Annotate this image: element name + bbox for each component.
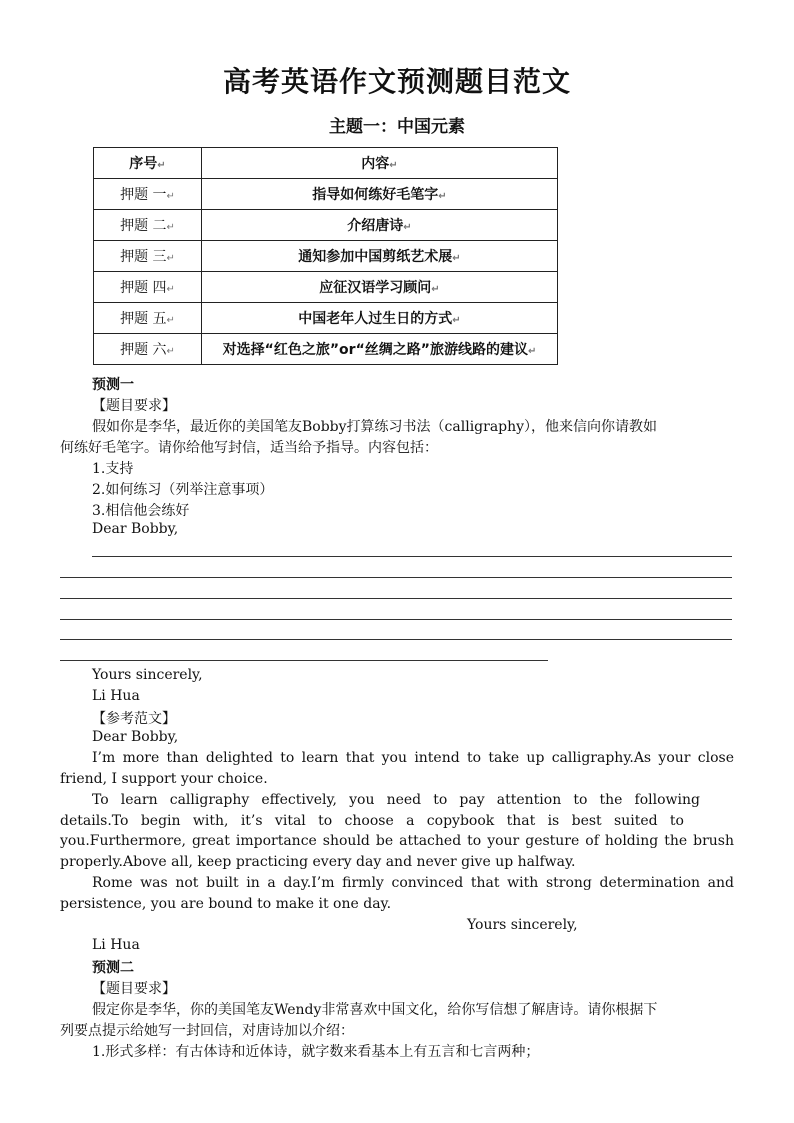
row-content: 中国老年人过生日的方式↵ (202, 303, 558, 334)
section1-point: 1.支持 (92, 461, 134, 477)
sample-closing: Yours sincerely, (467, 917, 578, 933)
sample-essay-label: 【参考范文】 (92, 711, 176, 727)
row-number: 押题 二↵ (94, 210, 202, 241)
sample-paragraph-line: properly.Above all, keep practicing every day and never give up halfway. (60, 854, 576, 870)
letter-signature: Li Hua (92, 688, 140, 704)
table-row (94, 334, 558, 365)
section1-heading: 预测一 (92, 377, 134, 393)
sample-paragraph-line: details.To begin with, it’s vital to choose a copybook that is best suited to (60, 813, 684, 829)
sample-salutation: Dear Bobby, (92, 729, 179, 745)
sample-paragraph-line: friend, I support your choice. (60, 771, 268, 787)
sample-paragraph-line: persistence, you are bound to make it one day. (60, 896, 392, 912)
sample-paragraph-line: To learn calligraphy effectively, you need to pay attention to the following (92, 792, 700, 808)
row-number: 押题 一↵ (94, 179, 202, 210)
table-header-row (94, 148, 558, 179)
section1-requirement-label: 【题目要求】 (92, 398, 176, 414)
table-row (94, 210, 558, 241)
writing-line (60, 660, 548, 661)
row-content: 通知参加中国剪纸艺术展↵ (202, 241, 558, 272)
section1-point: 3.相信他会练好 (92, 503, 190, 519)
row-content: 对选择“红色之旅”or“丝绸之路”旅游线路的建议↵ (202, 334, 558, 365)
section2-point: 1.形式多样：有古体诗和近体诗，就字数来看基本上有五言和七言两种； (92, 1044, 540, 1060)
theme-subtitle: 主题一：中国元素 (329, 117, 465, 137)
writing-line (60, 598, 732, 599)
section2-requirement-line: 列要点提示给她写一封回信，对唐诗加以介绍： (60, 1023, 354, 1039)
section1-requirement-line: 何练好毛笔字。请你给他写封信，适当给予指导。内容包括： (60, 440, 438, 456)
row-number: 押题 六↵ (94, 334, 202, 365)
writing-line (92, 556, 732, 557)
letter-salutation: Dear Bobby, (92, 521, 179, 537)
row-content: 应征汉语学习顾问↵ (202, 272, 558, 303)
section2-heading: 预测二 (92, 960, 134, 976)
letter-closing: Yours sincerely, (92, 667, 203, 683)
section2-requirement-label: 【题目要求】 (92, 981, 176, 997)
topics-table (93, 147, 558, 365)
row-content: 介绍唐诗↵ (202, 210, 558, 241)
row-number: 押题 五↵ (94, 303, 202, 334)
sample-paragraph-line: you.Furthermore, great importance should be attached to your gesture of holding the brush (60, 833, 734, 849)
table-row (94, 303, 558, 334)
table-row (94, 272, 558, 303)
table-row (94, 241, 558, 272)
row-number: 押题 四↵ (94, 272, 202, 303)
sample-paragraph-line: I’m more than delighted to learn that you intend to take up calligraphy.As your close (92, 750, 734, 766)
writing-line (60, 639, 732, 640)
section2-requirement-line: 假定你是李华，你的美国笔友Wendy非常喜欢中国文化，给你写信想了解唐诗。请你根据下 (92, 1002, 658, 1018)
table-row (94, 179, 558, 210)
document-title: 高考英语作文预测题目范文 (222, 65, 571, 98)
section1-point: 2.如何练习（列举注意事项） (92, 482, 274, 498)
writing-line (60, 577, 732, 578)
header-content: 内容↵ (202, 148, 558, 179)
row-number: 押题 三↵ (94, 241, 202, 272)
section1-requirement-line: 假如你是李华，最近你的美国笔友Bobby打算练习书法（calligraphy），他来信向你请教如 (92, 419, 658, 435)
sample-signature: Li Hua (92, 937, 140, 953)
writing-line (60, 619, 732, 620)
header-number: 序号↵ (94, 148, 202, 179)
sample-paragraph-line: Rome was not built in a day.I’m firmly convinced that with strong determination and (92, 875, 734, 891)
row-content: 指导如何练好毛笔字↵ (202, 179, 558, 210)
